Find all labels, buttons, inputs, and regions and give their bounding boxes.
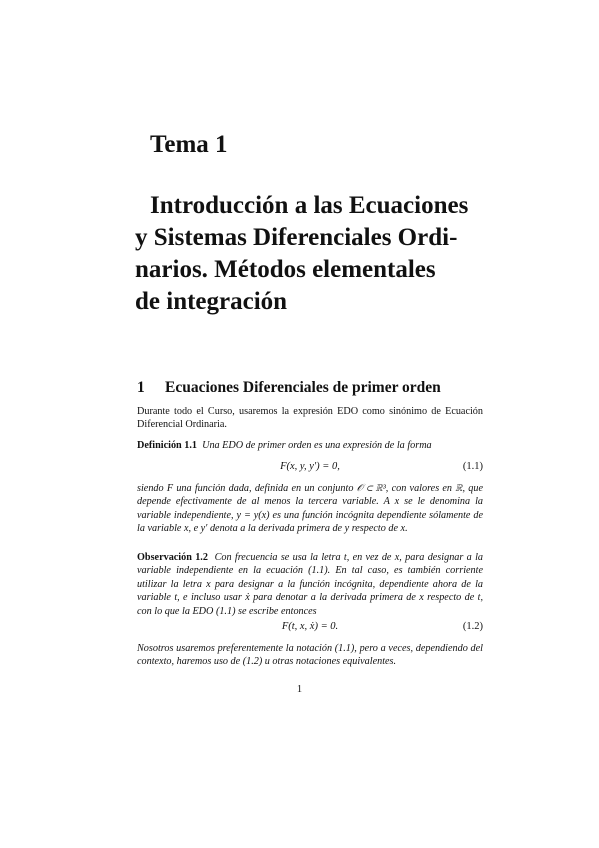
- definition-label: Definición 1.1: [137, 440, 197, 451]
- page-number: 1: [296, 684, 303, 695]
- equation-tag: (1.2): [462, 621, 483, 632]
- observation-paragraph: [137, 551, 483, 618]
- chapter-title-line: Introducción a las Ecuaciones: [150, 192, 469, 219]
- chapter-title-line: de integración: [135, 288, 288, 315]
- equation-1-1: [137, 461, 483, 475]
- observation-continuation: Nosotros usaremos preferentemente la notación (1.1), pero a veces, dependiendo del contexto, haremos uso de (1.2) u otras notaciones equivalentes.: [137, 643, 483, 668]
- definition-continuation: siendo F una función dada, definida en un conjunto 𝒪 ⊂ ℝ³, con valores en ℝ, que depende efectivamente de al menos la tercera variable. A x se le denomina la variable independiente, y = y(x) es una función incógnita dependiente sólamente de la variable x, e y′ denota a la derivada primera de y respecto de x.: [137, 483, 483, 535]
- chapter-label: Tema 1: [150, 131, 228, 158]
- chapter-title-line: y Sistemas Diferenciales Ordi-: [135, 224, 458, 251]
- chapter-title-line: narios. Métodos elementales: [135, 256, 436, 283]
- observation-statement: Con frecuencia se usa la letra t, en vez de x, para designar a la variable independiente en la ecuación (1.1). En tal caso, es también corriente utilizar la letra x para designar a la función incógnita, dependiente ahora de la variable t, e incluso usar ẋ para denotar a la derivada primera de x respecto de t, con lo que la EDO (1.1) se escribe entonces: [137, 552, 483, 617]
- equation-1-2: [137, 621, 483, 635]
- definition-paragraph: [137, 439, 483, 452]
- equation-tag: (1.1): [462, 461, 483, 472]
- intro-paragraph: Durante todo el Curso, usaremos la expresión EDO como sinónimo de Ecuación Diferencial Ordinaria.: [137, 406, 483, 431]
- definition-statement: Una EDO de primer orden es una expresión de la forma: [202, 440, 432, 451]
- chapter-title: [135, 190, 515, 318]
- observation-label: Observación 1.2: [137, 552, 208, 563]
- equation-body: F(x, y, y′) = 0,: [280, 461, 340, 472]
- section-title: Ecuaciones Diferenciales de primer orden: [165, 379, 441, 396]
- section-heading: [137, 379, 441, 397]
- section-number: 1: [137, 379, 145, 396]
- equation-body: F(t, x, ẋ) = 0.: [281, 621, 339, 632]
